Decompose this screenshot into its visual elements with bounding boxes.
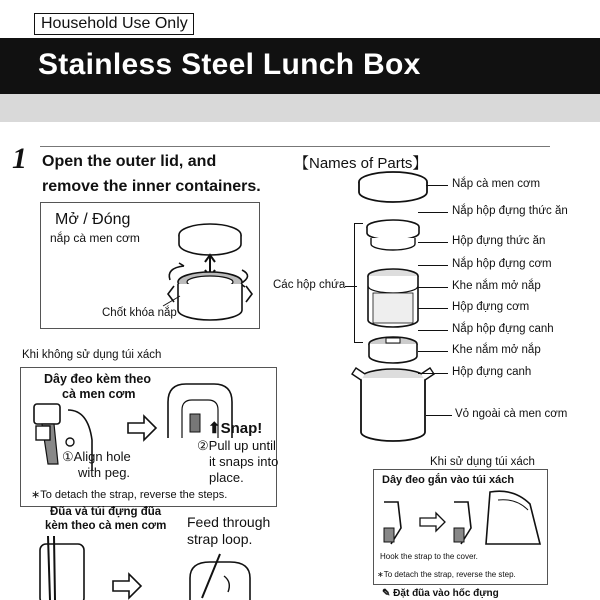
open-close-title: Mở / Đóng [55, 211, 131, 228]
containers-bracket [354, 223, 363, 343]
lid-latch-label: Chốt khóa nắp [102, 307, 177, 319]
chopsticks-illustration [36, 534, 96, 600]
arrow-up-icon: ⬆ [208, 420, 221, 437]
arrow-right-icon [125, 413, 159, 443]
align-hole-line-2: with peg. [78, 465, 131, 480]
household-use-badge: Household Use Only [34, 13, 194, 35]
gray-band [0, 94, 600, 122]
with-bag-title: Dây đeo gắn vào túi xách [382, 474, 515, 486]
bag-strap-illustration [378, 488, 546, 552]
with-bag-detach-note: ∗To detach the strap, reverse the step. [377, 570, 516, 579]
step-number: 1 [12, 142, 27, 175]
strap-loop-illustration [180, 550, 260, 600]
part-label-outer-lid: Nắp cà men cơm [452, 178, 541, 190]
names-of-parts-heading: 【Names of Parts】 [294, 155, 428, 172]
with-bag-caption: Khi sử dụng túi xách [430, 456, 535, 468]
pull-up-line-1: ②Pull up until [197, 438, 276, 453]
part-label-soup-container: Hộp đựng canh [452, 366, 532, 378]
part-label-soup-lid-grip: Khe nắm mở nắp [452, 344, 541, 356]
step-instruction-line-1: Open the outer lid, and [42, 153, 217, 170]
section-divider [40, 146, 550, 147]
lunch-box-lid-illustration [150, 212, 260, 326]
part-label-rice-container: Hộp đựng cơm [452, 301, 530, 313]
hook-strap-note: Hook the strap to the cover. [380, 552, 478, 561]
place-chopsticks-note: ✎ Đặt đũa vào hốc đựng [382, 588, 499, 599]
no-bag-caption: Khi không sử dụng túi xách [22, 349, 162, 361]
step-instruction-line-2: remove the inner containers. [42, 178, 261, 195]
snap-label: ⬆Snap! [208, 420, 263, 437]
align-hole-line-1: ①Align hole [62, 449, 131, 464]
arrow-right-icon [110, 572, 144, 600]
pull-up-line-2: it snaps into [209, 454, 279, 469]
part-label-food-lid: Nắp hộp đựng thức ăn [452, 205, 568, 217]
part-label-rice-lid-grip: Khe nắm mở nắp [452, 280, 541, 292]
feed-through-line-1: Feed through [187, 514, 271, 530]
chopsticks-title-line-1: Đũa và túi đựng đũa [50, 506, 162, 518]
chopsticks-icon: ✎ [382, 588, 391, 599]
containers-group-label: Các hộp chứa [273, 279, 346, 291]
no-bag-detach-note: ∗To detach the strap, reverse the steps. [31, 489, 228, 501]
chopsticks-title-line-2: kèm theo cà men cơm [45, 520, 167, 532]
part-label-outer-case: Vỏ ngoài cà men cơm [455, 408, 568, 420]
pull-up-line-3: place. [209, 470, 244, 485]
containers-leader [345, 286, 357, 287]
part-label-soup-lid: Nắp hộp đựng canh [452, 323, 554, 335]
page-title: Stainless Steel Lunch Box [38, 48, 421, 81]
open-close-subtitle: nắp cà men cơm [50, 231, 140, 245]
strap-title-line-2: cà men cơm [62, 387, 136, 401]
part-label-rice-lid: Nắp hộp đựng cơm [452, 258, 552, 270]
feed-through-line-2: strap loop. [187, 531, 253, 547]
part-label-food-container: Hộp đựng thức ăn [452, 235, 546, 247]
strap-title-line-1: Dây đeo kèm theo [44, 372, 151, 386]
